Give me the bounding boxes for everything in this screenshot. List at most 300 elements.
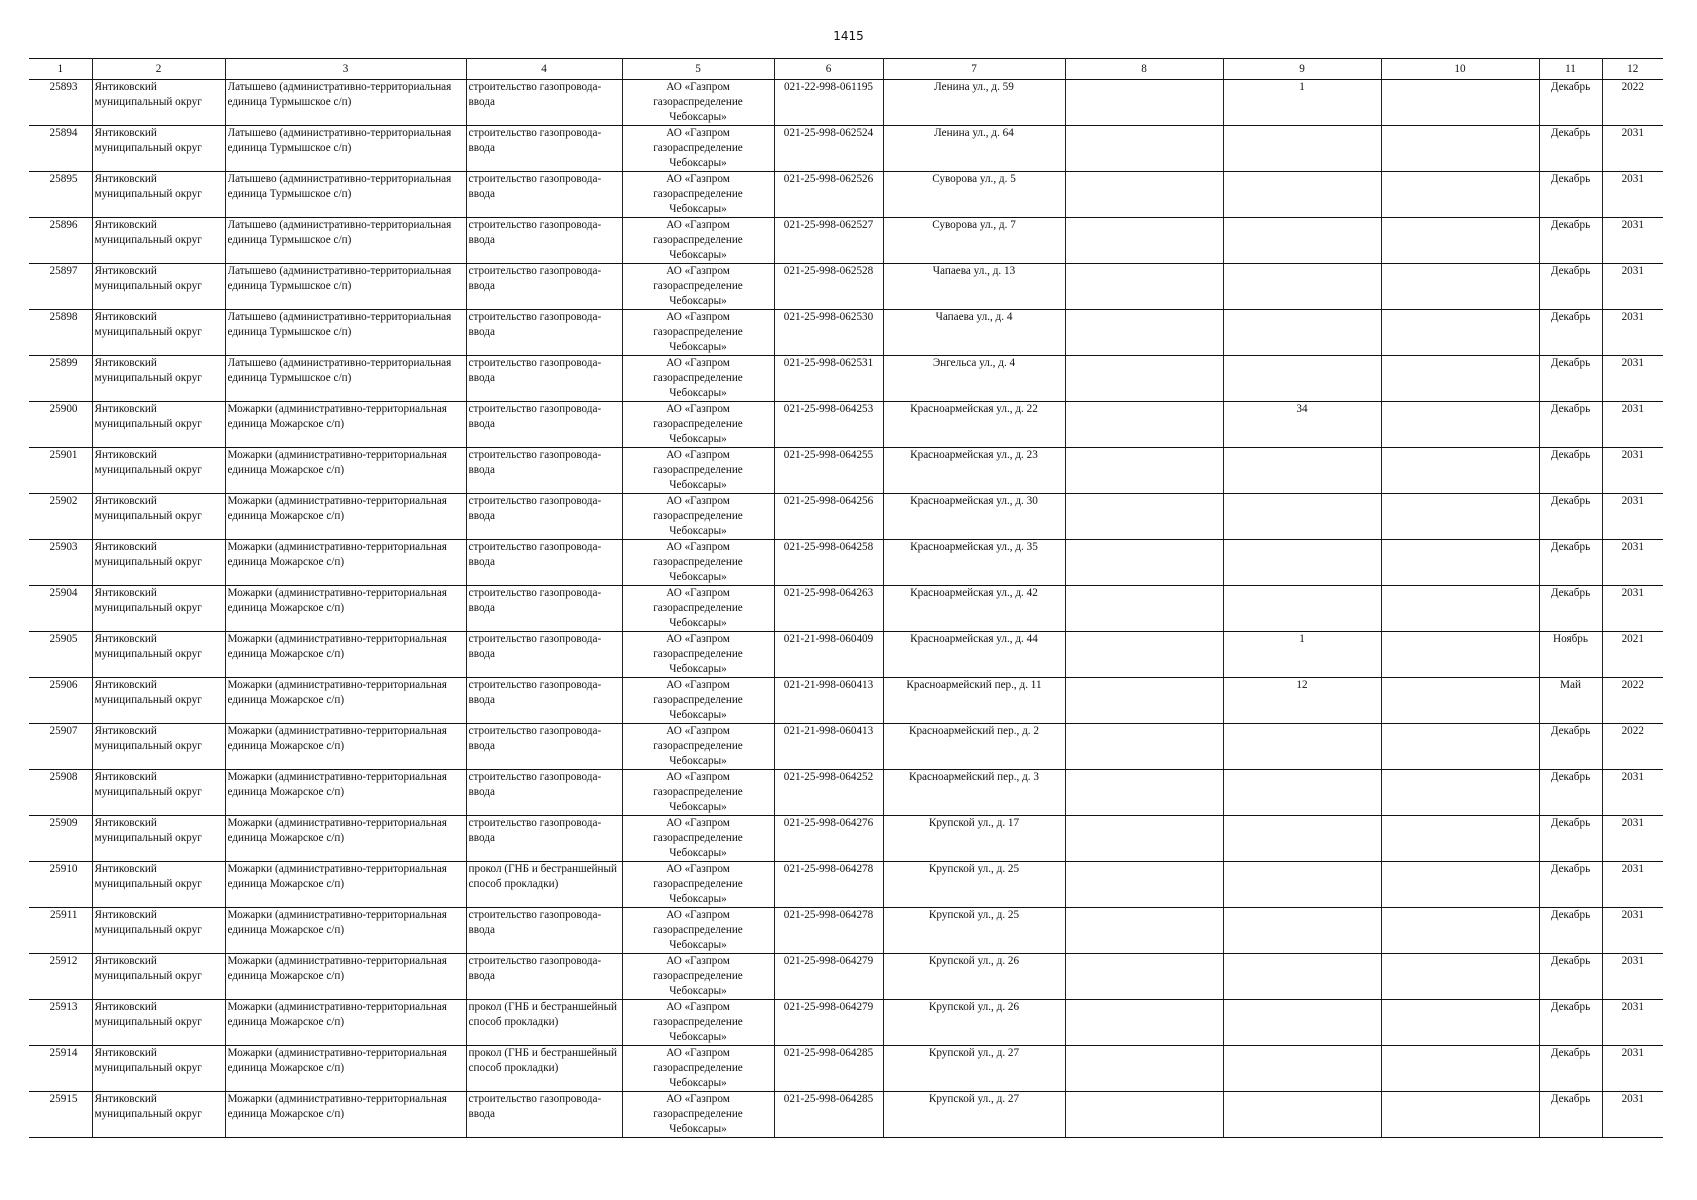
column-8-cell	[1065, 1092, 1223, 1138]
year-cell	[1602, 218, 1663, 264]
month-cell-text: Декабрь	[1550, 817, 1591, 829]
year-cell	[1602, 862, 1663, 908]
settlement-cell	[225, 264, 466, 310]
object-code-cell-text: 021-25-998-064252	[783, 771, 874, 783]
district-cell-text: Янтиковский муниципальный округ	[94, 1047, 202, 1074]
column-8-cell	[1065, 540, 1223, 586]
year-cell	[1602, 494, 1663, 540]
organization-cell	[622, 586, 774, 632]
organization-cell	[622, 218, 774, 264]
month-cell-text: Ноябрь	[1553, 633, 1588, 645]
object-code-cell	[774, 1046, 883, 1092]
column-10-cell	[1381, 218, 1539, 264]
column-header: 12	[1602, 59, 1663, 80]
organization-cell	[622, 1000, 774, 1046]
object-code-cell	[774, 172, 883, 218]
district-cell	[92, 448, 225, 494]
work-type-cell-text: строительство газопровода-ввода	[468, 495, 602, 522]
registry-table	[29, 58, 1663, 1138]
year-cell	[1602, 1046, 1663, 1092]
table-row	[29, 494, 1663, 540]
column-8-cell	[1065, 908, 1223, 954]
year-cell	[1602, 80, 1663, 126]
district-cell	[92, 678, 225, 724]
column-header: 11	[1539, 59, 1602, 80]
district-cell-text: Янтиковский муниципальный округ	[94, 449, 202, 476]
column-9-cell	[1223, 586, 1381, 632]
month-cell-text: Декабрь	[1550, 81, 1591, 93]
organization-cell	[622, 770, 774, 816]
month-cell-text: Декабрь	[1550, 311, 1591, 323]
settlement-cell	[225, 126, 466, 172]
work-type-cell	[466, 1092, 622, 1138]
row-number-cell-text: 25902	[49, 495, 78, 507]
settlement-cell	[225, 1092, 466, 1138]
address-cell	[883, 586, 1065, 632]
settlement-cell-text: Можарки (административно-территориальная единица Можарское с/п)	[227, 771, 447, 798]
work-type-cell	[466, 1000, 622, 1046]
table-body	[29, 80, 1663, 1138]
month-cell-text: Декабрь	[1550, 173, 1591, 185]
district-cell-text: Янтиковский муниципальный округ	[94, 817, 202, 844]
column-header: 1	[29, 59, 92, 80]
district-cell-text: Янтиковский муниципальный округ	[94, 955, 202, 982]
settlement-cell-text: Латышево (административно-территориальная единица Турмышское с/п)	[227, 127, 452, 154]
column-9-cell	[1223, 540, 1381, 586]
table-row	[29, 1092, 1663, 1138]
column-10-cell	[1381, 632, 1539, 678]
settlement-cell	[225, 494, 466, 540]
address-cell	[883, 1046, 1065, 1092]
column-9-cell-text: 1	[1299, 81, 1305, 93]
column-10-cell	[1381, 540, 1539, 586]
column-9-cell	[1223, 1092, 1381, 1138]
row-number-cell-text: 25895	[49, 173, 78, 185]
work-type-cell	[466, 172, 622, 218]
organization-cell-text: АО «Газпром газораспределение Чебоксары»	[653, 311, 743, 353]
address-cell-text: Чапаева ул., д. 4	[935, 311, 1013, 323]
address-cell-text: Красноармейский пер., д. 3	[909, 771, 1039, 783]
district-cell-text: Янтиковский муниципальный округ	[94, 219, 202, 246]
work-type-cell	[466, 494, 622, 540]
row-number-cell-text: 25894	[49, 127, 78, 139]
object-code-cell-text: 021-25-998-062528	[783, 265, 874, 277]
object-code-cell	[774, 540, 883, 586]
year-cell-text: 2031	[1621, 357, 1644, 369]
organization-cell	[622, 310, 774, 356]
address-cell-text: Красноармейская ул., д. 42	[910, 587, 1038, 599]
address-cell-text: Крупской ул., д. 27	[928, 1093, 1020, 1105]
district-cell	[92, 172, 225, 218]
organization-cell-text: АО «Газпром газораспределение Чебоксары»	[653, 1047, 743, 1089]
settlement-cell	[225, 402, 466, 448]
column-10-cell	[1381, 1000, 1539, 1046]
address-cell	[883, 218, 1065, 264]
work-type-cell-text: строительство газопровода-ввода	[468, 403, 602, 430]
address-cell	[883, 172, 1065, 218]
organization-cell	[622, 908, 774, 954]
column-8-cell	[1065, 862, 1223, 908]
year-cell	[1602, 402, 1663, 448]
object-code-cell-text: 021-25-998-064279	[783, 955, 874, 967]
month-cell-text: Декабрь	[1550, 1047, 1591, 1059]
month-cell	[1539, 586, 1602, 632]
column-10-cell	[1381, 494, 1539, 540]
organization-cell-text: АО «Газпром газораспределение Чебоксары»	[653, 357, 743, 399]
column-9-cell	[1223, 80, 1381, 126]
year-cell-text: 2031	[1621, 541, 1644, 553]
address-cell	[883, 1000, 1065, 1046]
object-code-cell-text: 021-25-998-064285	[783, 1047, 874, 1059]
column-10-cell	[1381, 402, 1539, 448]
column-8-cell	[1065, 310, 1223, 356]
address-cell-text: Ленина ул., д. 64	[934, 127, 1014, 139]
organization-cell	[622, 494, 774, 540]
row-number-cell	[29, 264, 92, 310]
settlement-cell-text: Можарки (административно-территориальная единица Можарское с/п)	[227, 403, 447, 430]
work-type-cell	[466, 1046, 622, 1092]
column-9-cell-text: 1	[1299, 633, 1305, 645]
column-10-cell	[1381, 264, 1539, 310]
settlement-cell-text: Можарки (административно-территориальная единица Можарское с/п)	[227, 449, 447, 476]
settlement-cell-text: Латышево (административно-территориальная единица Турмышское с/п)	[227, 265, 452, 292]
column-header: 4	[466, 59, 622, 80]
column-header: 3	[225, 59, 466, 80]
year-cell	[1602, 770, 1663, 816]
address-cell	[883, 126, 1065, 172]
object-code-cell	[774, 816, 883, 862]
year-cell-text: 2031	[1621, 403, 1644, 415]
settlement-cell-text: Можарки (административно-территориальная единица Можарское с/п)	[227, 495, 447, 522]
year-cell-text: 2022	[1621, 679, 1644, 691]
column-10-cell	[1381, 356, 1539, 402]
organization-cell-text: АО «Газпром газораспределение Чебоксары»	[653, 449, 743, 491]
address-cell-text: Крупской ул., д. 26	[928, 1001, 1020, 1013]
district-cell	[92, 264, 225, 310]
table-row	[29, 356, 1663, 402]
organization-cell-text: АО «Газпром газораспределение Чебоксары»	[653, 725, 743, 767]
month-cell	[1539, 172, 1602, 218]
work-type-cell-text: строительство газопровода-ввода	[468, 909, 602, 936]
work-type-cell	[466, 540, 622, 586]
table-row	[29, 1000, 1663, 1046]
year-cell-text: 2031	[1621, 449, 1644, 461]
organization-cell-text: АО «Газпром газораспределение Чебоксары»	[653, 403, 743, 445]
organization-cell-text: АО «Газпром газораспределение Чебоксары»	[653, 863, 743, 905]
work-type-cell	[466, 954, 622, 1000]
settlement-cell-text: Можарки (административно-территориальная единица Можарское с/п)	[227, 863, 447, 890]
month-cell-text: Декабрь	[1550, 127, 1591, 139]
work-type-cell-text: строительство газопровода-ввода	[468, 771, 602, 798]
column-8-cell	[1065, 954, 1223, 1000]
row-number-cell-text: 25913	[49, 1001, 78, 1013]
settlement-cell	[225, 218, 466, 264]
settlement-cell	[225, 540, 466, 586]
column-8-cell	[1065, 1046, 1223, 1092]
settlement-cell-text: Можарки (административно-территориальная единица Можарское с/п)	[227, 587, 447, 614]
settlement-cell-text: Можарки (административно-территориальная единица Можарское с/п)	[227, 1047, 447, 1074]
organization-cell	[622, 172, 774, 218]
work-type-cell-text: строительство газопровода-ввода	[468, 725, 602, 752]
year-cell-text: 2031	[1621, 127, 1644, 139]
object-code-cell	[774, 954, 883, 1000]
month-cell-text: Декабрь	[1550, 771, 1591, 783]
table-row	[29, 908, 1663, 954]
column-10-cell	[1381, 862, 1539, 908]
month-cell	[1539, 724, 1602, 770]
table-row	[29, 540, 1663, 586]
column-9-cell	[1223, 494, 1381, 540]
month-cell	[1539, 954, 1602, 1000]
column-8-cell	[1065, 126, 1223, 172]
district-cell-text: Янтиковский муниципальный округ	[94, 863, 202, 890]
month-cell-text: Декабрь	[1550, 955, 1591, 967]
column-9-cell	[1223, 954, 1381, 1000]
district-cell-text: Янтиковский муниципальный округ	[94, 771, 202, 798]
year-cell-text: 2031	[1621, 311, 1644, 323]
settlement-cell	[225, 908, 466, 954]
column-9-cell	[1223, 1000, 1381, 1046]
district-cell	[92, 908, 225, 954]
table-row	[29, 1046, 1663, 1092]
organization-cell	[622, 632, 774, 678]
address-cell-text: Красноармейская ул., д. 44	[910, 633, 1038, 645]
district-cell	[92, 632, 225, 678]
settlement-cell	[225, 356, 466, 402]
column-9-cell	[1223, 310, 1381, 356]
month-cell-text: Май	[1560, 679, 1581, 691]
organization-cell	[622, 1092, 774, 1138]
object-code-cell	[774, 1092, 883, 1138]
row-number-cell-text: 25893	[49, 81, 78, 93]
address-cell-text: Энгельса ул., д. 4	[932, 357, 1016, 369]
district-cell-text: Янтиковский муниципальный округ	[94, 909, 202, 936]
district-cell	[92, 586, 225, 632]
settlement-cell	[225, 954, 466, 1000]
row-number-cell-text: 25896	[49, 219, 78, 231]
month-cell	[1539, 218, 1602, 264]
district-cell	[92, 816, 225, 862]
work-type-cell-text: строительство газопровода-ввода	[468, 817, 602, 844]
row-number-cell	[29, 126, 92, 172]
object-code-cell-text: 021-21-998-060413	[783, 725, 874, 737]
object-code-cell-text: 021-25-998-064278	[783, 909, 874, 921]
settlement-cell-text: Можарки (административно-территориальная единица Можарское с/п)	[227, 817, 447, 844]
row-number-cell	[29, 356, 92, 402]
column-8-cell	[1065, 1000, 1223, 1046]
year-cell	[1602, 126, 1663, 172]
address-cell-text: Красноармейская ул., д. 22	[910, 403, 1038, 415]
settlement-cell-text: Можарки (административно-территориальная единица Можарское с/п)	[227, 1093, 447, 1120]
year-cell-text: 2031	[1621, 219, 1644, 231]
row-number-cell	[29, 586, 92, 632]
address-cell	[883, 80, 1065, 126]
column-9-cell	[1223, 724, 1381, 770]
row-number-cell	[29, 494, 92, 540]
column-9-cell	[1223, 126, 1381, 172]
year-cell-text: 2031	[1621, 173, 1644, 185]
table-row	[29, 218, 1663, 264]
table-row	[29, 310, 1663, 356]
year-cell-text: 2031	[1621, 1093, 1644, 1105]
settlement-cell-text: Можарки (административно-территориальная единица Можарское с/п)	[227, 679, 447, 706]
column-10-cell	[1381, 678, 1539, 724]
work-type-cell	[466, 80, 622, 126]
work-type-cell	[466, 678, 622, 724]
organization-cell	[622, 356, 774, 402]
column-header: 9	[1223, 59, 1381, 80]
organization-cell	[622, 540, 774, 586]
address-cell-text: Красноармейская ул., д. 30	[910, 495, 1038, 507]
object-code-cell	[774, 494, 883, 540]
address-cell-text: Чапаева ул., д. 13	[932, 265, 1016, 277]
month-cell-text: Декабрь	[1550, 449, 1591, 461]
address-cell	[883, 448, 1065, 494]
object-code-cell	[774, 126, 883, 172]
month-cell	[1539, 908, 1602, 954]
column-8-cell	[1065, 770, 1223, 816]
object-code-cell-text: 021-25-998-064258	[783, 541, 874, 553]
address-cell	[883, 540, 1065, 586]
column-header: 6	[774, 59, 883, 80]
organization-cell-text: АО «Газпром газораспределение Чебоксары»	[653, 173, 743, 215]
column-10-cell	[1381, 126, 1539, 172]
organization-cell	[622, 678, 774, 724]
month-cell-text: Декабрь	[1550, 587, 1591, 599]
row-number-cell-text: 25897	[49, 265, 78, 277]
row-number-cell-text: 25911	[49, 909, 78, 921]
district-cell-text: Янтиковский муниципальный округ	[94, 403, 202, 430]
column-10-cell	[1381, 1092, 1539, 1138]
address-cell-text: Крупской ул., д. 27	[928, 1047, 1020, 1059]
month-cell	[1539, 310, 1602, 356]
settlement-cell	[225, 816, 466, 862]
table-row	[29, 678, 1663, 724]
row-number-cell-text: 25912	[49, 955, 78, 967]
work-type-cell	[466, 264, 622, 310]
month-cell-text: Декабрь	[1550, 219, 1591, 231]
table-row	[29, 816, 1663, 862]
object-code-cell	[774, 80, 883, 126]
settlement-cell	[225, 80, 466, 126]
year-cell	[1602, 540, 1663, 586]
year-cell	[1602, 448, 1663, 494]
column-8-cell	[1065, 816, 1223, 862]
district-cell-text: Янтиковский муниципальный округ	[94, 587, 202, 614]
organization-cell	[622, 402, 774, 448]
column-10-cell	[1381, 448, 1539, 494]
column-10-cell	[1381, 80, 1539, 126]
object-code-cell-text: 021-25-998-064276	[783, 817, 874, 829]
organization-cell-text: АО «Газпром газораспределение Чебоксары»	[653, 909, 743, 951]
row-number-cell	[29, 724, 92, 770]
organization-cell-text: АО «Газпром газораспределение Чебоксары»	[653, 81, 743, 123]
month-cell	[1539, 448, 1602, 494]
work-type-cell	[466, 586, 622, 632]
object-code-cell-text: 021-25-998-062524	[783, 127, 874, 139]
year-cell-text: 2031	[1621, 909, 1644, 921]
month-cell-text: Декабрь	[1550, 863, 1591, 875]
year-cell-text: 2031	[1621, 587, 1644, 599]
month-cell-text: Декабрь	[1550, 541, 1591, 553]
address-cell	[883, 356, 1065, 402]
year-cell-text: 2022	[1621, 725, 1644, 737]
month-cell-text: Декабрь	[1550, 265, 1591, 277]
row-number-cell-text: 25907	[49, 725, 78, 737]
district-cell	[92, 218, 225, 264]
column-8-cell	[1065, 356, 1223, 402]
column-9-cell	[1223, 218, 1381, 264]
address-cell	[883, 264, 1065, 310]
year-cell-text: 2031	[1621, 771, 1644, 783]
column-10-cell	[1381, 816, 1539, 862]
object-code-cell	[774, 770, 883, 816]
month-cell	[1539, 80, 1602, 126]
organization-cell-text: АО «Газпром газораспределение Чебоксары»	[653, 679, 743, 721]
column-8-cell	[1065, 724, 1223, 770]
settlement-cell	[225, 678, 466, 724]
month-cell	[1539, 816, 1602, 862]
month-cell	[1539, 678, 1602, 724]
year-cell	[1602, 356, 1663, 402]
row-number-cell	[29, 1000, 92, 1046]
work-type-cell	[466, 632, 622, 678]
work-type-cell-text: строительство газопровода-ввода	[468, 173, 602, 200]
settlement-cell	[225, 586, 466, 632]
district-cell-text: Янтиковский муниципальный округ	[94, 633, 202, 660]
column-header: 8	[1065, 59, 1223, 80]
work-type-cell-text: строительство газопровода-ввода	[468, 587, 602, 614]
work-type-cell-text: строительство газопровода-ввода	[468, 127, 602, 154]
district-cell-text: Янтиковский муниципальный округ	[94, 1093, 202, 1120]
row-number-cell	[29, 1092, 92, 1138]
district-cell	[92, 540, 225, 586]
address-cell-text: Крупской ул., д. 25	[928, 909, 1020, 921]
district-cell	[92, 494, 225, 540]
year-cell	[1602, 1092, 1663, 1138]
table-header-row	[29, 59, 1663, 80]
settlement-cell	[225, 724, 466, 770]
object-code-cell	[774, 908, 883, 954]
district-cell	[92, 80, 225, 126]
work-type-cell-text: строительство газопровода-ввода	[468, 311, 602, 338]
column-10-cell	[1381, 310, 1539, 356]
organization-cell-text: АО «Газпром газораспределение Чебоксары»	[653, 1093, 743, 1135]
column-10-cell	[1381, 1046, 1539, 1092]
settlement-cell	[225, 448, 466, 494]
district-cell	[92, 402, 225, 448]
year-cell	[1602, 586, 1663, 632]
year-cell	[1602, 310, 1663, 356]
month-cell	[1539, 402, 1602, 448]
work-type-cell-text: строительство газопровода-ввода	[468, 1093, 602, 1120]
work-type-cell	[466, 356, 622, 402]
settlement-cell-text: Латышево (административно-территориальная единица Турмышское с/п)	[227, 311, 452, 338]
address-cell-text: Красноармейский пер., д. 2	[909, 725, 1039, 737]
organization-cell-text: АО «Газпром газораспределение Чебоксары»	[653, 127, 743, 169]
settlement-cell-text: Можарки (административно-территориальная единица Можарское с/п)	[227, 955, 447, 982]
work-type-cell	[466, 816, 622, 862]
column-8-cell	[1065, 172, 1223, 218]
object-code-cell-text: 021-25-998-064279	[783, 1001, 874, 1013]
work-type-cell-text: прокол (ГНБ и бестраншейный способ прокладки)	[468, 863, 618, 890]
row-number-cell-text: 25909	[49, 817, 78, 829]
organization-cell-text: АО «Газпром газораспределение Чебоксары»	[653, 1001, 743, 1043]
year-cell-text: 2031	[1621, 1001, 1644, 1013]
row-number-cell	[29, 540, 92, 586]
address-cell	[883, 310, 1065, 356]
district-cell	[92, 1046, 225, 1092]
